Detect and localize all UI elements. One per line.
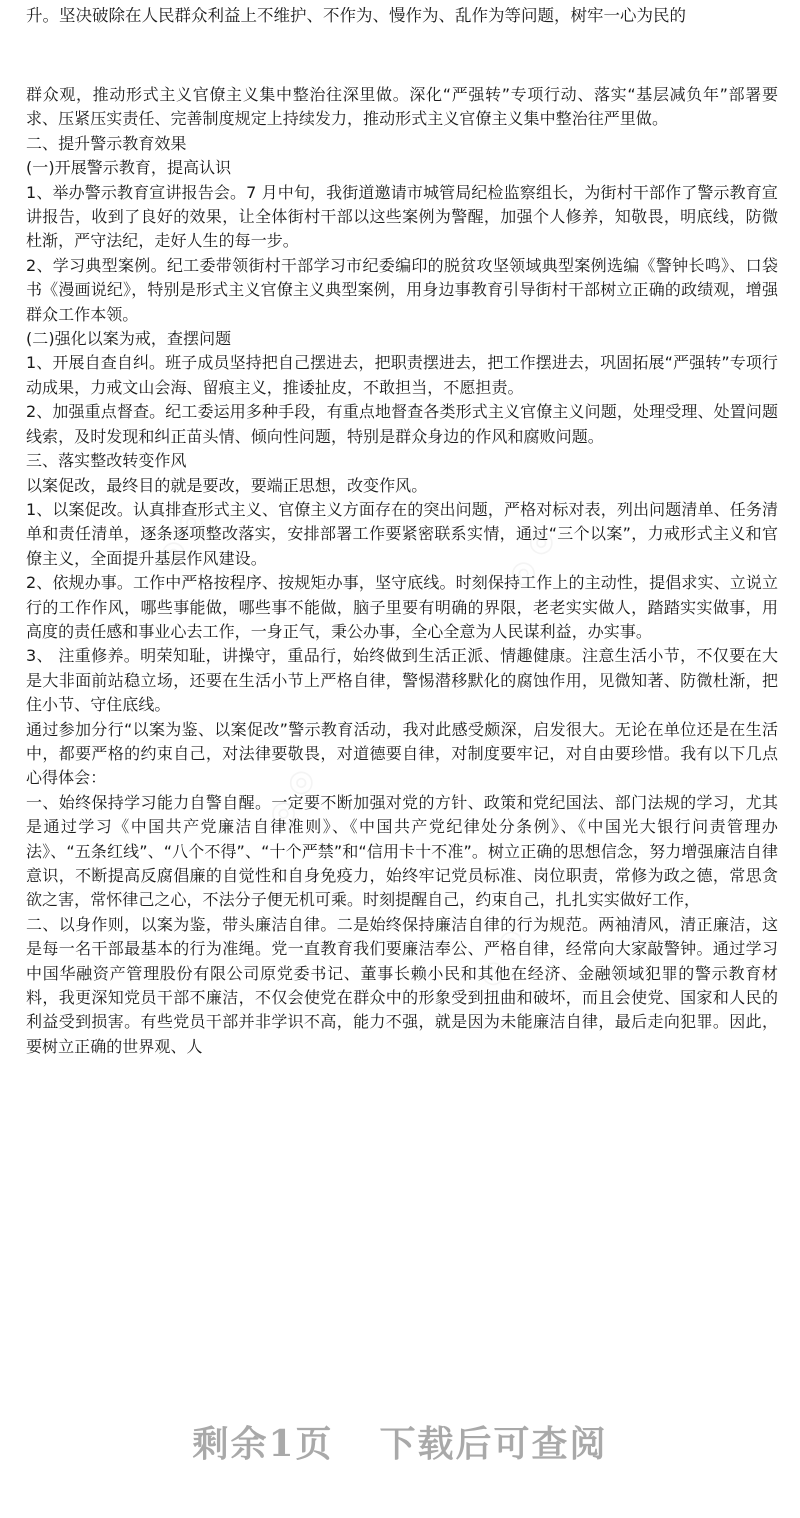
document-body xyxy=(26,83,778,1059)
paragraph: 通过参加分行“以案为鉴、以案促改”警示教育活动，我对此感受颇深，启发很大。无论在单位还是在生活中，都要严格的约束自己，对法律要敬畏，对道德要自律，对制度要牢记，对自由要珍惜。我有以下几点心得体会： xyxy=(26,719,778,788)
section-heading: 二、提升警示教育效果 xyxy=(26,133,187,153)
paragraph: 二、以身作则，以案为鉴，带头廉洁自律。二是始终保持廉洁自律的行为规范。两袖清风，清正廉洁，这是每一名干部最基本的行为准绳。党一直教育我们要廉洁奉公、严格自律，经常向大家敲警钟。通过学习中国华融资产管理股份有限公司原党委书记、董事长赖小民和其他在经济、金融领域犯罪的警示教育材料，我更深知党员干部不廉洁，不仅会使党在群众中的形象受到扭曲和破坏，而且会使党、国家和人民的利益受到损害。有些党员干部并非学识不高，能力不强，就是因为未能廉洁自律，最后走向犯罪。因此，要树立正确的世界观、人 xyxy=(26,914,778,1056)
download-prompt-banner[interactable] xyxy=(0,1412,800,1476)
paragraph: 2、学习典型案例。纪工委带领街村干部学习市纪委编印的脱贫攻坚领域典型案例选编《警钟长鸣》、口袋书《漫画说纪》，特别是形式主义官僚主义典型案例，用身边事教育引导街村干部树立正确的政绩观，增强群众工作本领。 xyxy=(26,255,778,324)
paragraph: 1、开展自查自纠。班子成员坚持把自己摆进去，把职责摆进去，把工作摆进去，巩固拓展“严强转”专项行动成果，力戒文山会海、留痕主义，推诿扯皮，不敢担当，不愿担责。 xyxy=(26,353,778,397)
paragraph: 1、举办警示教育宣讲报告会。7 月中旬，我街道邀请市城管局纪检监察组长，为街村干部作了警示教育宣讲报告，收到了良好的效果，让全体街村干部以这些案例为警醒，加强个人修养，知敬畏，明底线，防微杜渐，严守法纪，走好人生的每一步。 xyxy=(26,182,778,251)
paragraph: 2、加强重点督查。纪工委运用多种手段，有重点地督查各类形式主义官僚主义问题，处理受理、处置问题线索，及时发现和纠正苗头情、倾向性问题，特别是群众身边的作风和腐败问题。 xyxy=(26,402,778,446)
top-line-fragment: 升。坚决破除在人民群众利益上不维护、不作为、慢作为、乱作为等问题，树牢一心为民的 xyxy=(26,6,686,25)
paragraph: 群众观，推动形式主义官僚主义集中整治往深里做。深化“严强转”专项行动、落实“基层减负年”部署要求、压紧压实责任、完善制度规定上持续发力，推动形式主义官僚主义集中整治往严里做。 xyxy=(26,85,778,129)
paragraph: 1、以案促改。认真排查形式主义、官僚主义方面存在的突出问题，严格对标对表，列出问题清单、任务清单和责任清单，逐条逐项整改落实，安排部署工作要紧密联系实情，通过“三个以案”，力戒形式主义和官僚主义，全面提升基层作风建设。 xyxy=(26,499,778,568)
subsection-heading: (二)强化以案为戒，查摆问题 xyxy=(26,329,232,349)
subsection-heading: (一)开展警示教育，提高认识 xyxy=(26,158,232,178)
remaining-pages-label: 剩余1页 xyxy=(192,1423,334,1465)
download-hint-label: 下载后可查阅 xyxy=(379,1423,608,1465)
paragraph: 3、 注重修养。明荣知耻，讲操守，重品行，始终做到生活正派、情趣健康。注意生活小节，不仅要在大是大非面前站稳立场，还要在生活小节上严格自律，警惕潜移默化的腐蚀作用，见微知著、防微杜渐，把住小节、守住底线。 xyxy=(26,646,778,715)
paragraph: 2、依规办事。工作中严格按程序、按规矩办事，坚守底线。时刻保持工作上的主动性，提倡求实、立说立行的工作作风，哪些事能做，哪些事不能做，脑子里要有明确的界限，老老实实做人，踏踏实实做事，用高度的责任感和事业心去工作，一身正气，秉公办事，全心全意为人民谋利益，办实事。 xyxy=(26,573,778,641)
paragraph: 一、始终保持学习能力自警自醒。一定要不断加强对党的方针、政策和党纪国法、部门法规的学习，尤其是通过学习《中国共产党廉洁自律准则》、《中国共产党纪律处分条例》、《中国光大银行问责管理办法》、“五条红线”、“八个不得”、“十个严禁”和“信用卡十不准”。树立正确的思想信念，努力增强廉洁自律意识，不断提高反腐倡廉的自觉性和自身免疫力，始终牢记党员标准、岗位职责，常修为政之德，常思贪欲之害，常怀律己之心，不法分子便无机可乘。时刻提醒自己，约束自己，扎扎实实做好工作， xyxy=(26,792,778,910)
section-heading: 三、落实整改转变作风 xyxy=(26,451,187,471)
paragraph: 以案促改，最终目的就是要改，要端正思想，改变作风。 xyxy=(26,475,428,495)
